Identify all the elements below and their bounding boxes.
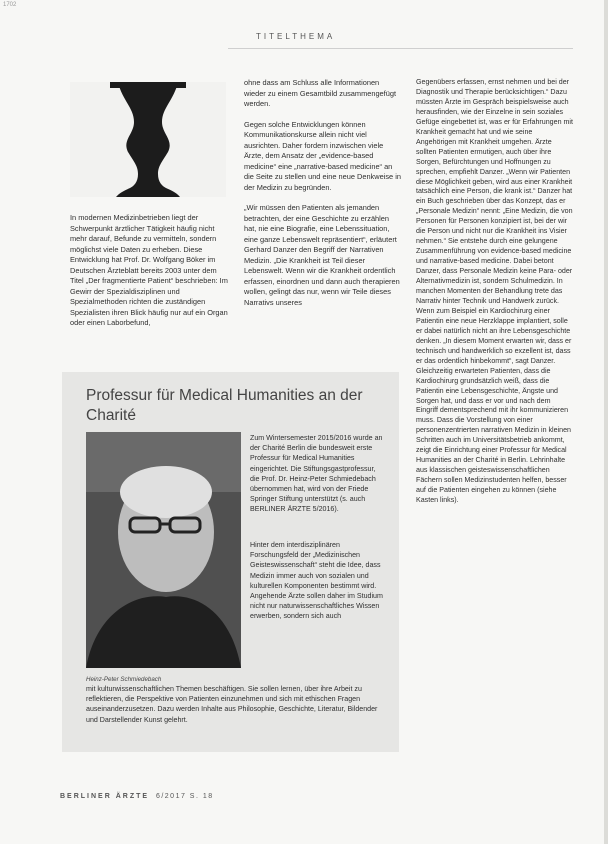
column-3-text: Gegenübers erfassen, ernst nehmen und bei der Diagnostik und Therapie berücksichtigen.“ Dazu müssten Ärzte im Gespräch beispielsweise auch herausfinden, wie der Einzelne in sein soziales Gefüge eingebettet ist, was er für Erfahrungen mit Krankheit gemacht hat und wie seine Angehörigen mit Krankheit umgehen. Ärzte sollten Patienten ermutigen, auch über ihre Sorgen, Befürchtungen und Hoffnungen zu sprechen, empfiehlt Danzer. „Wenn wir Patienten diese Möglichkeit geben, wird aus einer Krankheit tatsächlich eine Person, die krank ist.“ Danzer hat ein Buch geschrieben über das Konzept, das er „Personale Medizin“ nennt: „Eine Medizin, die von Personen für Personen konzipiert ist, bei der wir die Person und nicht nur die Krankheit ins Visier nehmen.“ Sie entstehe durch eine gelungene Zusammenführung von evidence-based medicine und narrative-based medicine. Dabei betont Danzer, dass Personale Medizin keine Para- oder Alternativmedizin ist, sondern Schulmedizin. In manchen Momenten der Behandlung trete das Narrativ hinter Technik und Handwerk zurück. Wenn zum Beispiel ein Kardiochirurg einer Patientin eine neue Herzklappe implantiert, solle er dabei natürlich nicht an ihre Lebensgeschichte denken. „In diesem Moment erwarten wir, dass er technisch und handwerklich so exzellent ist, dass er das ordentlich hinbekommt“, sagt Danzer. Gleichzeitig erwarteten Patienten, dass die Kardiochirurg grundsätzlich weiß, dass die Patientin eine Lebensgeschichte, Ängste und Sorgen hat, und dass er vor und nach dem Eingriff dementsprechend mit ihr kommunizieren muss. Dass die Vorstellung von einer personenzentrierten narrativen Medizin in kleinen Schritten auch im Universitätsbetrieb ankommt, zeigt die Einrichtung einer Professur für Medical Humanities an der Charité in Berlin. Lehrinhalte aus klassischen geisteswissenschaftlichen Fächern sollen Medizinstudenten helfen, besser auf die Patienten eingehen zu können (siehe Kasten links). bbox=[416, 78, 573, 505]
column-2-paragraph-1: ohne dass am Schluss alle Informationen wieder zu einem Gesamtbild zusammengefügt werden. bbox=[244, 78, 396, 108]
box-body-2: Hinter dem interdisziplinären Forschungsfeld der „Medizinischen Geisteswissenschaft“ steht die Idee, dass Medizin immer auch von sozialen und kulturellen Komponenten bestimmt wird. Angehende Ärzte sollen daher im Studium nicht nur naturwissenschaftliches Wissen erwerben, sondern sich auch bbox=[250, 541, 383, 621]
info-box-title: Professur für Medical Humanities an der Charité bbox=[86, 387, 363, 424]
page-footer bbox=[60, 793, 214, 800]
column-2-paragraph-2: Gegen solche Entwicklungen können Kommunikationskurse allein nicht viel ausrichten. Daher fordern inzwischen viele Ärzte, dem Ansatz der „evidence-based medicine“ eine „narrative-based medicine“ an die Seite zu stellen und eine neue Denkweise in der Medizin zu begründen. bbox=[244, 119, 401, 192]
footer-magazine: BERLINER ÄRZTE bbox=[60, 793, 150, 800]
portrait-photo bbox=[86, 432, 241, 668]
intro-paragraph: In modernen Medizinbetrieben liegt der Schwerpunkt ärztlicher Tätigkeit häufig nicht mehr darauf, Befunde zu vermitteln, sondern möglichst viele Daten zu erheben. Diese Entwicklung hat Prof. Dr. Wolfgang Böker im Deutschen Ärzteblatt bereits 2003 unter dem Titel „Der fragmentierte Patient“ beschrieben: Im Gewirr der Spezialdisziplinen und Spezialmethoden richten die zuständigen Spezialisten ihren Blick häufig nur auf ein Organ oder einen Laborbefund, bbox=[70, 213, 228, 327]
footer-issue: 6/2017 S. 18 bbox=[155, 793, 214, 800]
box-body-1: Zum Wintersemester 2015/2016 wurde an der Charité Berlin die bundesweit erste Professur für Medical Humanities eingerichtet. Die Stiftungsgastprofessur, die Prof. Dr. Heinz-Peter Schmiedebach übernommen hat, wird von der Friede Springer Stiftung unterstützt (s. auch BERLINER ÄRZTE 5/2016). bbox=[250, 434, 383, 514]
corner-mark: 1702 bbox=[3, 2, 17, 8]
vase-faces-illusion-image bbox=[70, 82, 226, 197]
photo-caption: Heinz-Peter Schmiedebach bbox=[86, 676, 162, 683]
column-2 bbox=[244, 78, 402, 318]
section-header: TITELTHEMA bbox=[256, 32, 336, 41]
header-rule bbox=[228, 48, 573, 49]
box-body-3: mit kulturwissenschaftlichen Themen beschäftigen. Sie sollen lernen, über ihre Arbeit zu reflektieren, die Perspektive von Patienten einzunehmen und sich mit ethischen Fragen auseinanderzusetzen. Dazu werden Inhalte aus Philosophie, Geschichte, Literatur, Bildender und Darstellender Kunst gelehrt. bbox=[86, 685, 378, 724]
column-2-paragraph-3: „Wir müssen den Patienten als jemanden betrachten, der eine Geschichte zu erzählen hat, nie eine Biografie, eine Lebenssituation, eine ganze Lebenswelt repräsentiert“, erläutert Gerhard Danzer den Begriff der Narrativen Medizin. „Die Krankheit ist Teil dieser Lebenswelt. Wenn wir die Krankheit ordentlich erfassen, einordnen und dann auch therapieren wollen, gelingt das nur, wenn wir Teile dieses Narrativs unseres bbox=[244, 203, 400, 307]
